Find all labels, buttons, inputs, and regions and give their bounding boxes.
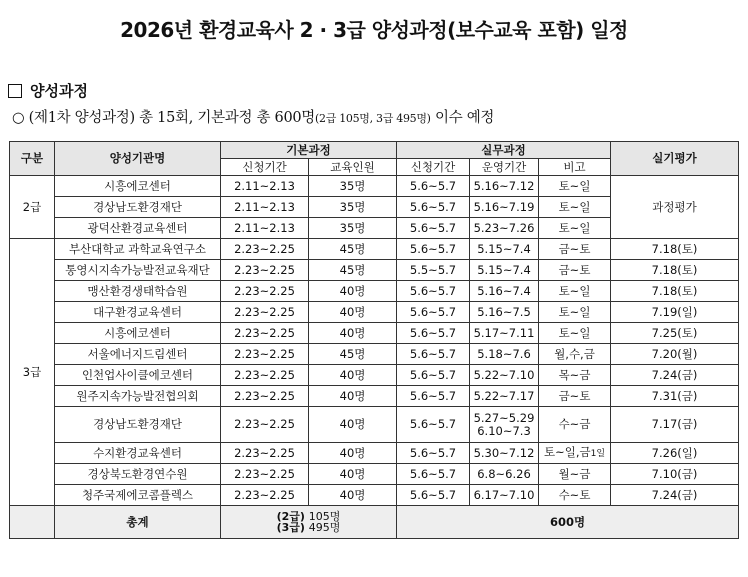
total-label: 총계 (55, 506, 221, 539)
table-row (10, 176, 739, 197)
apply-cell: 2.23~2.25 (221, 302, 309, 323)
note-cell: 토~일 (539, 218, 611, 239)
total-g3-value: 495명 (308, 521, 341, 534)
eval-cell: 7.26(일) (611, 443, 739, 464)
institution-cell: 광덕산환경교육센터 (55, 218, 221, 239)
header-operation: 운영기간 (470, 159, 539, 176)
apply-cell: 2.23~2.25 (221, 281, 309, 302)
apply2-cell: 5.6~5.7 (397, 218, 470, 239)
apply2-cell: 5.6~5.7 (397, 323, 470, 344)
total-row (10, 506, 739, 539)
institution-cell: 시흥에코센터 (55, 176, 221, 197)
apply2-cell: 5.6~5.7 (397, 407, 470, 443)
institution-cell: 인천업사이클에코센터 (55, 365, 221, 386)
capacity-cell: 40명 (309, 407, 397, 443)
apply2-cell: 5.6~5.7 (397, 386, 470, 407)
apply2-cell: 5.6~5.7 (397, 197, 470, 218)
note-cell: 토~일 (539, 281, 611, 302)
capacity-cell: 40명 (309, 365, 397, 386)
section-title: 양성과정 (30, 82, 88, 100)
apply-cell: 2.11~2.13 (221, 218, 309, 239)
institution-cell: 시흥에코센터 (55, 323, 221, 344)
apply2-cell: 5.6~5.7 (397, 485, 470, 506)
note-cell (539, 443, 611, 464)
operation-cell: 5.22~7.17 (470, 386, 539, 407)
institution-cell: 통영시지속가능발전교육재단 (55, 260, 221, 281)
intro-end-text: 이수 예정 (434, 110, 495, 126)
table-row (10, 407, 739, 443)
apply-cell: 2.23~2.25 (221, 464, 309, 485)
capacity-cell: 40명 (309, 323, 397, 344)
note-cell: 월~금 (539, 464, 611, 485)
capacity-cell: 40명 (309, 386, 397, 407)
operation-cell: 5.16~7.12 (470, 176, 539, 197)
capacity-cell: 40명 (309, 485, 397, 506)
capacity-cell: 40명 (309, 443, 397, 464)
institution-cell: 맹산환경생태학습원 (55, 281, 221, 302)
eval-cell: 7.17(금) (611, 407, 739, 443)
note-cell: 토~일 (539, 197, 611, 218)
institution-cell: 부산대학교 과학교육연구소 (55, 239, 221, 260)
institution-cell: 서울에너지드림센터 (55, 344, 221, 365)
capacity-cell: 45명 (309, 260, 397, 281)
note-sup-text: 1일 (590, 448, 606, 459)
operation-cell: 5.16~7.5 (470, 302, 539, 323)
header-practical: 실무과정 (397, 142, 611, 159)
header-eval: 실기평가 (611, 142, 739, 176)
apply-cell: 2.23~2.25 (221, 365, 309, 386)
operation-cell: 5.15~7.4 (470, 239, 539, 260)
grade-cell: 2급 (10, 176, 55, 239)
note-cell: 목~금 (539, 365, 611, 386)
grade-cell: 3급 (10, 239, 55, 506)
total-empty-cell (10, 506, 55, 539)
apply-cell: 2.11~2.13 (221, 197, 309, 218)
operation-cell: 6.17~7.10 (470, 485, 539, 506)
apply2-cell: 5.6~5.7 (397, 344, 470, 365)
header-institution: 양성기관명 (55, 142, 221, 176)
apply2-cell: 5.6~5.7 (397, 281, 470, 302)
capacity-cell: 45명 (309, 344, 397, 365)
schedule-table (9, 141, 739, 539)
intro-main-text: (제1차 양성과정) 총 15회, 기본과정 총 600명 (28, 110, 315, 126)
checkbox-square-icon (8, 84, 22, 98)
eval-cell: 7.25(토) (611, 323, 739, 344)
eval-cell: 7.20(월) (611, 344, 739, 365)
apply2-cell: 5.5~5.7 (397, 260, 470, 281)
header-basic: 기본과정 (221, 142, 397, 159)
circle-bullet-icon: ○ (12, 110, 25, 126)
operation-cell: 5.30~7.12 (470, 443, 539, 464)
operation-cell: 5.18~7.6 (470, 344, 539, 365)
note-cell: 토~일 (539, 176, 611, 197)
table-row (10, 323, 739, 344)
capacity-cell: 40명 (309, 464, 397, 485)
eval-cell: 과정평가 (611, 176, 739, 239)
operation-cell: 5.23~7.26 (470, 218, 539, 239)
institution-cell: 대구환경교육센터 (55, 302, 221, 323)
operation-cell: 5.16~7.19 (470, 197, 539, 218)
note-cell: 금~토 (539, 386, 611, 407)
apply-cell: 2.23~2.25 (221, 260, 309, 281)
header-apply: 신청기간 (221, 159, 309, 176)
table-row (10, 365, 739, 386)
institution-cell: 경상남도환경재단 (55, 407, 221, 443)
intro-line (12, 106, 494, 127)
eval-cell: 7.24(금) (611, 365, 739, 386)
header-note: 비고 (539, 159, 611, 176)
table-row (10, 239, 739, 260)
eval-cell: 7.18(토) (611, 239, 739, 260)
institution-cell: 경상남도환경재단 (55, 197, 221, 218)
operation-cell: 6.8~6.26 (470, 464, 539, 485)
table-row (10, 443, 739, 464)
capacity-cell: 45명 (309, 239, 397, 260)
intro-breakdown-text: (2급 105명, 3급 495명) (315, 112, 431, 125)
note-cell: 토~일 (539, 323, 611, 344)
note-cell: 금~토 (539, 239, 611, 260)
total-g2-label: (2급) (276, 510, 305, 523)
institution-cell: 청주국제에코콤플렉스 (55, 485, 221, 506)
apply-cell: 2.23~2.25 (221, 443, 309, 464)
apply-cell: 2.23~2.25 (221, 386, 309, 407)
apply2-cell: 5.6~5.7 (397, 239, 470, 260)
section-heading (8, 80, 88, 101)
note-cell: 토~일 (539, 302, 611, 323)
operation-period-1: 5.27~5.29 (473, 410, 535, 425)
capacity-cell: 35명 (309, 197, 397, 218)
note-cell: 월,수,금 (539, 344, 611, 365)
operation-cell (470, 407, 539, 443)
table-row (10, 260, 739, 281)
note-text: 토~일,금 (543, 444, 591, 459)
operation-cell: 5.22~7.10 (470, 365, 539, 386)
institution-cell: 경상북도환경연수원 (55, 464, 221, 485)
apply-cell: 2.11~2.13 (221, 176, 309, 197)
table-row (10, 485, 739, 506)
apply-cell: 2.23~2.25 (221, 239, 309, 260)
total-g3-label: (3급) (276, 521, 305, 534)
header-apply2: 신청기간 (397, 159, 470, 176)
apply-cell: 2.23~2.25 (221, 344, 309, 365)
total-basic-cell (221, 506, 397, 539)
table-row (10, 302, 739, 323)
apply2-cell: 5.6~5.7 (397, 302, 470, 323)
table-row (10, 464, 739, 485)
capacity-cell: 40명 (309, 302, 397, 323)
apply-cell: 2.23~2.25 (221, 323, 309, 344)
operation-cell: 5.16~7.4 (470, 281, 539, 302)
operation-period-2: 6.10~7.3 (477, 423, 531, 438)
table-row (10, 281, 739, 302)
eval-cell: 7.18(토) (611, 260, 739, 281)
apply-cell: 2.23~2.25 (221, 407, 309, 443)
apply2-cell: 5.6~5.7 (397, 176, 470, 197)
eval-cell: 7.31(금) (611, 386, 739, 407)
apply-cell: 2.23~2.25 (221, 485, 309, 506)
eval-cell: 7.19(일) (611, 302, 739, 323)
note-cell: 금~토 (539, 260, 611, 281)
header-capacity: 교육인원 (309, 159, 397, 176)
capacity-cell: 35명 (309, 176, 397, 197)
institution-cell: 원주지속가능발전협의회 (55, 386, 221, 407)
total-sum: 600명 (397, 506, 739, 539)
capacity-cell: 35명 (309, 218, 397, 239)
note-cell: 수~금 (539, 407, 611, 443)
capacity-cell: 40명 (309, 281, 397, 302)
apply2-cell: 5.6~5.7 (397, 464, 470, 485)
header-grade: 구분 (10, 142, 55, 176)
total-g2-value: 105명 (308, 510, 341, 523)
note-cell: 수~토 (539, 485, 611, 506)
eval-cell: 7.24(금) (611, 485, 739, 506)
eval-cell: 7.18(토) (611, 281, 739, 302)
apply2-cell: 5.6~5.7 (397, 365, 470, 386)
operation-cell: 5.15~7.4 (470, 260, 539, 281)
operation-cell: 5.17~7.11 (470, 323, 539, 344)
apply2-cell: 5.6~5.7 (397, 443, 470, 464)
eval-cell: 7.10(금) (611, 464, 739, 485)
table-row (10, 386, 739, 407)
table-row (10, 344, 739, 365)
institution-cell: 수지환경교육센터 (55, 443, 221, 464)
page-title: 2026년 환경교육사 2 · 3급 양성과정(보수교육 포함) 일정 (120, 18, 628, 42)
